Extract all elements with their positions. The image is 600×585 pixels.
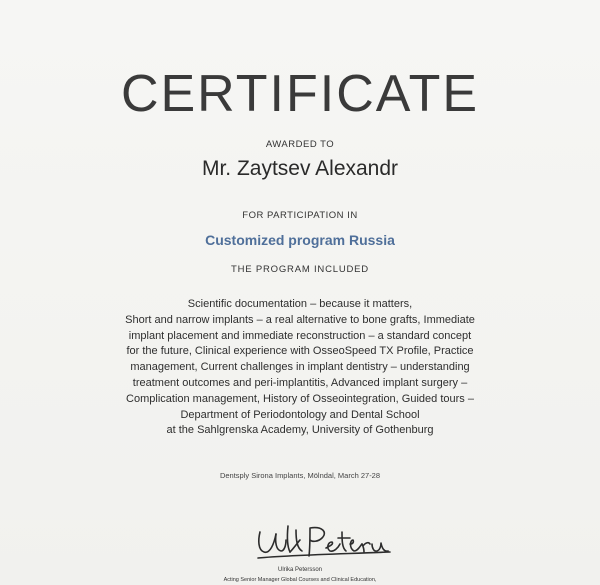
description-line: implant placement and immediate reconstruction – a standard concept <box>128 329 472 342</box>
description-line: Short and narrow implants – a real alternative to bone grafts, Immediate <box>125 313 475 326</box>
description-line: Department of Periodontology and Dental School <box>180 408 420 421</box>
participation-label: FOR PARTICIPATION IN <box>242 210 358 221</box>
awarded-label: AWARDED TO <box>265 139 335 150</box>
description-line: Complication management, History of Osseointegration, Guided tours – <box>126 392 474 405</box>
program-name: Customized program Russia <box>205 232 395 248</box>
certificate-title: CERTIFICATE <box>120 65 480 123</box>
description-line: management, Current challenges in implant dentistry – understanding <box>130 361 470 374</box>
signature-icon <box>250 518 400 566</box>
description-line: Scientific documentation – because it matters, <box>187 298 413 310</box>
location-date: Dentsply Sirona Implants, Mölndal, March 27-28 <box>219 471 381 480</box>
included-label: THE PROGRAM INCLUDED <box>231 264 369 275</box>
signer-role: Acting Senior Manager Global Courses and Clinical Education, <box>223 577 377 583</box>
recipient-name: Mr. Zaytsev Alexandr <box>201 157 399 180</box>
signer-name: Ulrika Petersson <box>277 567 322 573</box>
description-line: at the Sahlgrenska Academy, University of Gothenburg <box>166 424 434 437</box>
description-line: treatment outcomes and peri-implantitis, Advanced implant surgery – <box>132 376 468 389</box>
program-description <box>100 297 500 439</box>
description-line: for the future, Clinical experience with OsseoSpeed TX Profile, Practice <box>126 345 474 358</box>
